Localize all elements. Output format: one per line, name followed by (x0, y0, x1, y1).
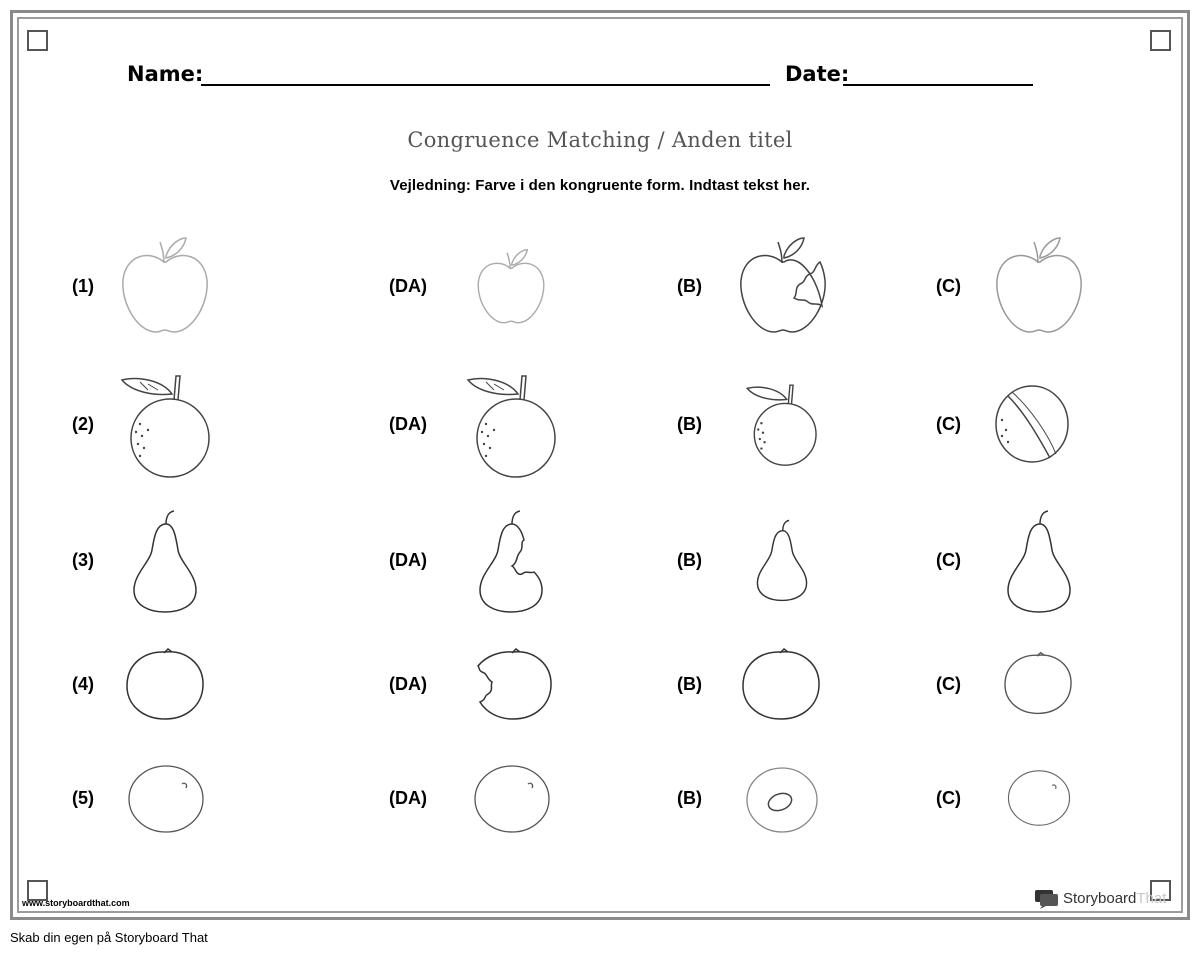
plum-icon[interactable] (472, 764, 552, 834)
label-1: (1) (72, 276, 94, 296)
pear-icon[interactable] (754, 518, 810, 602)
label-3: (3) (72, 550, 94, 570)
corner-checkbox-top-right (1150, 30, 1171, 51)
label-2-a: (DA) (389, 414, 427, 434)
label-3-a: (DA) (389, 550, 427, 570)
label-4-a: (DA) (389, 674, 427, 694)
sliced-plum-icon[interactable] (744, 766, 820, 834)
label-5-a: (DA) (389, 788, 427, 808)
plum-icon[interactable] (126, 764, 206, 834)
label-4: (4) (72, 674, 94, 694)
tangerine-icon[interactable] (1002, 650, 1074, 716)
orange-half-icon[interactable] (994, 384, 1070, 464)
corner-checkbox-top-left (27, 30, 48, 51)
name-label: Name: (127, 62, 204, 86)
label-2: (2) (72, 414, 94, 434)
apple-icon[interactable] (476, 248, 546, 326)
pear-icon[interactable] (130, 508, 200, 614)
label-5: (5) (72, 788, 94, 808)
brand-name-dark: Storyboard (1063, 890, 1137, 907)
apple-icon[interactable] (120, 236, 210, 336)
orange-icon[interactable] (118, 372, 214, 478)
storyboardthat-logo[interactable] (1034, 889, 1174, 911)
instructions: Vejledning: Farve i den kongruente form. Indtast tekst her. (389, 177, 811, 194)
plum-icon[interactable] (1006, 768, 1072, 828)
label-1-a: (DA) (389, 276, 427, 296)
speech-bubble-icon (1034, 889, 1060, 909)
orange-icon[interactable] (464, 372, 560, 478)
label-4-b: (B) (677, 674, 702, 694)
label-5-c: (C) (936, 788, 961, 808)
tangerine-icon[interactable] (124, 646, 206, 722)
bitten-apple-icon[interactable] (738, 236, 828, 336)
orange-icon[interactable] (744, 382, 820, 466)
watermark-url[interactable]: www.storyboardthat.com (22, 898, 130, 908)
label-4-c: (C) (936, 674, 961, 694)
worksheet-title: Congruence Matching / Anden titel (407, 128, 793, 152)
label-1-c: (C) (936, 276, 961, 296)
name-line[interactable] (201, 84, 770, 86)
date-line[interactable] (843, 84, 1033, 86)
footer-link[interactable]: Skab din egen på Storyboard That (10, 930, 208, 945)
bitten-pear-icon[interactable] (476, 508, 546, 614)
label-3-c: (C) (936, 550, 961, 570)
date-label: Date: (785, 62, 850, 86)
label-3-b: (B) (677, 550, 702, 570)
label-2-c: (C) (936, 414, 961, 434)
pear-icon[interactable] (1004, 508, 1074, 614)
brand-name (1063, 890, 1166, 907)
brand-name-light: That (1136, 890, 1167, 907)
label-1-b: (B) (677, 276, 702, 296)
label-5-b: (B) (677, 788, 702, 808)
bitten-tangerine-icon[interactable] (472, 646, 554, 722)
label-2-b: (B) (677, 414, 702, 434)
tangerine-icon[interactable] (740, 646, 822, 722)
apple-icon[interactable] (994, 236, 1084, 336)
